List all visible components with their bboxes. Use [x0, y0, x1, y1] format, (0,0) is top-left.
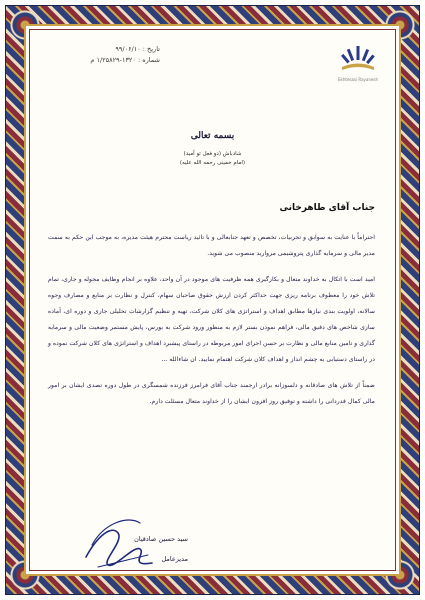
- letter-content: [32, 32, 393, 568]
- motto-quote: شادباش (دو فعل تو آمید) (امام خمینی رحمه الله علیه): [179, 151, 246, 166]
- paragraph-appointment: احتراماً با عنایت به سوابق و تجربیات، تخصص و تعهد جنابعالی و با تائید ریاست محترم هیئت مدیره، به موجب این حکم به سمت مدیر مالی و سرمایه گذاری پتروشیمی مروارید منصوب می شوید.: [48, 234, 375, 257]
- date-value: ۹۹/۰۶/۱۰: [115, 45, 141, 53]
- number-row: [40, 55, 160, 66]
- number-label: شماره :: [138, 56, 160, 64]
- signatory-title: مدیرعامل: [161, 555, 188, 563]
- recipient-name: جناب آقای طاهرخانی: [279, 203, 375, 213]
- letter-body: [48, 230, 375, 420]
- letter-metadata: [40, 44, 160, 66]
- company-logo: [331, 40, 385, 90]
- signature-block: [78, 505, 188, 575]
- logo-caption: Ekhtesasi Rayanesh: [338, 77, 378, 82]
- paragraph-duties: امید است با اتکال به خداوند متعال و بکارگیری همه ظرفیت های موجود در آن واحد، علاوه بر انجام وظایف محوله و جاری، تمام تلاش خود را معطوف برنامه ریزی جهت حداکثر کردن ارزش حقوق صاحبان سهام، کنترل و نظارت بر منابع و مصارف وجوه سالانه، اولویت بندی نیازها مطابق اهداف و استراتژی های کلان شرکت، تهیه و تنظیم گزارشات تحلیلی جاری و دوره ای، آماده سازی شاخص های دقیق مالی، فراهم نمودن بستر لازم به منظور ورود شرکت به بورس، پایش مستمر وضعیت مالی و سرمایه گذاری و تامین منابع مالی و نظارت بر حسن اجرای امور مربوطه در راستای پیشبرد اهداف و استراتژی های کلان شرکت نموده و در راستای دستیابی به چشم انداز و اهداف کلان شرکت اهتمام نمایید. ان شاءالله ...: [47, 276, 375, 363]
- date-label: تاریخ :: [142, 45, 160, 53]
- logo-icon: [338, 40, 378, 76]
- date-row: [40, 44, 160, 55]
- number-value: ۱۳۲۰-۱/۲۵۸۲۹ م: [90, 56, 136, 64]
- paragraph-thanks: ضمناً از تلاش های صادقانه و دلسوزانه برادر ارجمند جناب آقای فرامرز فرزنده شمسگری در طول دوره تصدی ایشان بر امور مالی کمال قدردانی را داشته و توفیق روز افزون ایشان را از خداوند متعال مسئلت دارم.: [48, 382, 375, 405]
- signatory-name: سید حسین صادقیان: [134, 535, 188, 543]
- basmala-heading: بسمه تعالی: [190, 131, 235, 141]
